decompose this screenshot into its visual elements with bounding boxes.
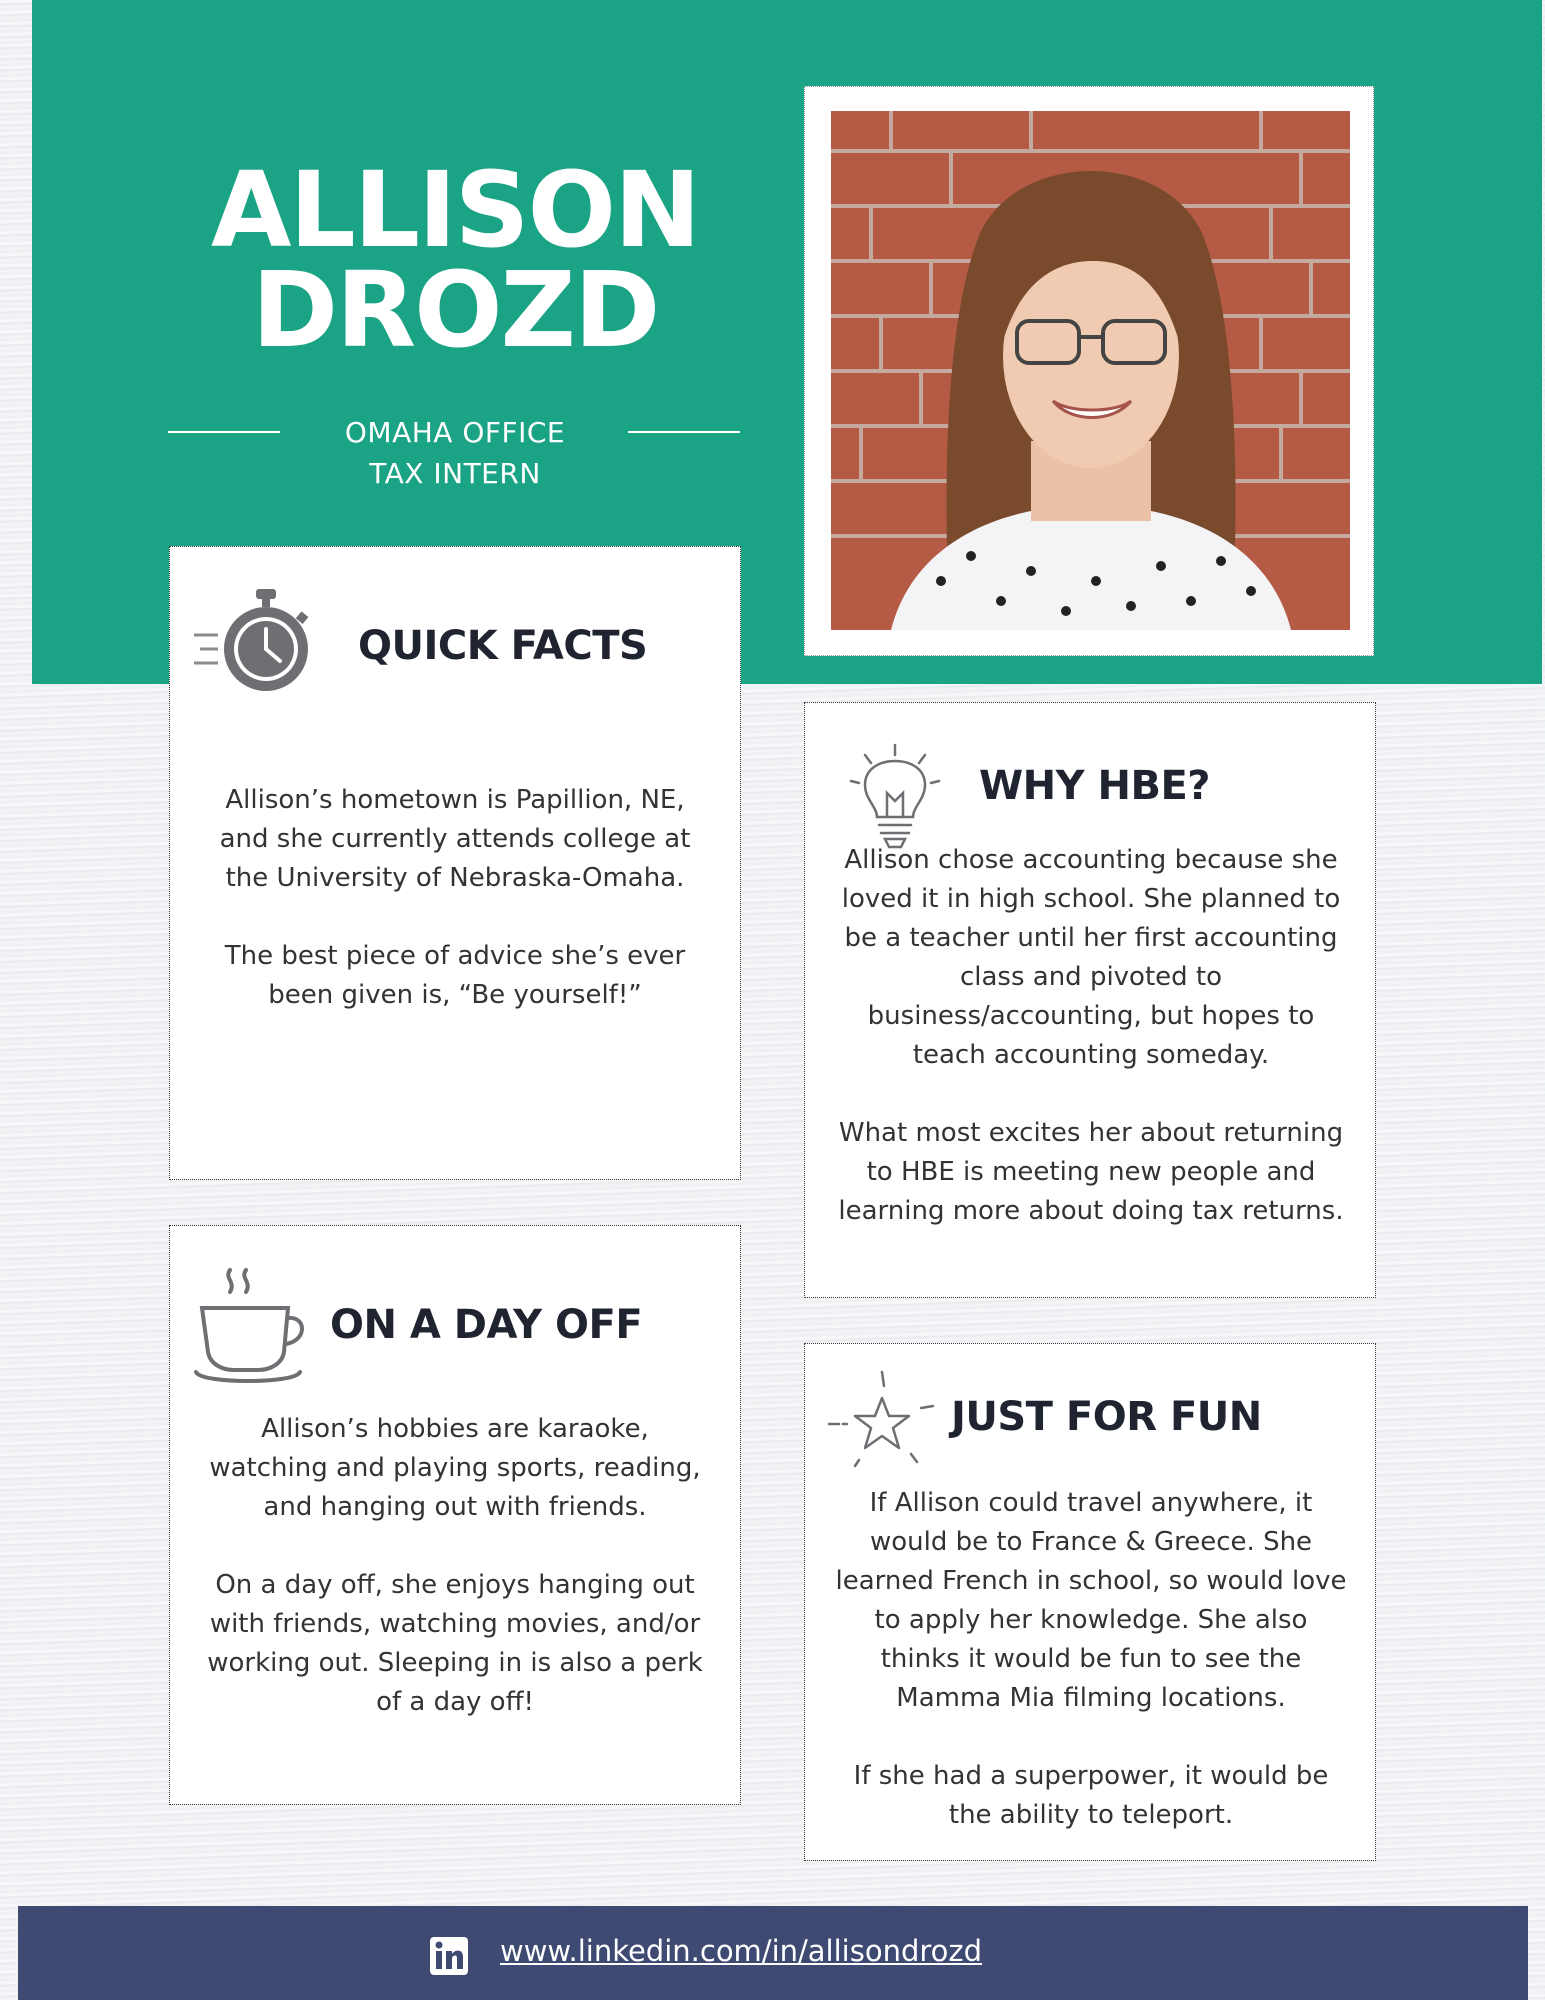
photo-frame <box>804 86 1374 656</box>
just-for-fun-title: JUST FOR FUN <box>951 1394 1262 1440</box>
office-label: OMAHA OFFICE <box>344 416 566 449</box>
job-subtitle <box>290 412 620 494</box>
day-off-paragraph: Allison’s hobbies are karaoke, watching and playing sports, reading, and hanging out with friends. <box>209 1414 701 1522</box>
stopwatch-icon <box>192 587 310 699</box>
linkedin-icon[interactable] <box>430 1937 468 1975</box>
just-for-fun-paragraph: If Allison could travel anywhere, it would be to France & Greece. She learned French in school, so would love to apply her knowledge. She also thinks it would be fun to see the Mamma Mia filming locations. <box>835 1488 1347 1713</box>
day-off-paragraph: On a day off, she enjoys hanging out with friends, watching movies, and/or working out. Sleeping in is also a perk of a day off! <box>207 1570 703 1717</box>
role-label: TAX INTERN <box>369 457 541 490</box>
person-name <box>170 149 740 371</box>
last-name: DROZD <box>251 249 659 371</box>
why-hbe-title: WHY HBE? <box>979 763 1210 809</box>
why-hbe-card <box>804 702 1376 1298</box>
quick-facts-paragraph: Allison’s hometown is Papillion, NE, and she currently attends college at the University of Nebraska-Omaha. <box>219 785 691 893</box>
quick-facts-title: QUICK FACTS <box>358 623 648 669</box>
lightbulb-icon <box>845 743 945 853</box>
why-hbe-body <box>831 841 1351 1231</box>
portrait-photo <box>831 111 1350 630</box>
left-divider <box>168 431 280 433</box>
just-for-fun-card <box>804 1343 1376 1861</box>
footer-bar <box>18 1906 1528 2000</box>
first-name: ALLISON <box>210 149 700 271</box>
day-off-body <box>200 1410 710 1722</box>
quick-facts-card <box>169 546 741 1180</box>
why-hbe-paragraph: Allison chose accounting because she loved it in high school. She planned to be a teacher until her first accounting class and pivoted to business/accounting, but hopes to teach accounting someday. <box>841 845 1341 1070</box>
just-for-fun-body <box>831 1484 1351 1835</box>
coffee-cup-icon <box>192 1266 312 1386</box>
quick-facts-body <box>200 781 710 1015</box>
right-divider <box>628 431 740 433</box>
just-for-fun-paragraph: If she had a superpower, it would be the ability to teleport. <box>853 1761 1329 1830</box>
linkedin-profile-link[interactable]: www.linkedin.com/in/allisondrozd <box>500 1934 983 1968</box>
why-hbe-paragraph: What most excites her about returning to HBE is meeting new people and learning more about doing tax returns. <box>838 1118 1344 1226</box>
star-icon <box>827 1368 937 1468</box>
day-off-title: ON A DAY OFF <box>330 1302 643 1348</box>
quick-facts-paragraph: The best piece of advice she’s ever been given is, “Be yourself!” <box>224 941 686 1010</box>
day-off-card <box>169 1225 741 1805</box>
